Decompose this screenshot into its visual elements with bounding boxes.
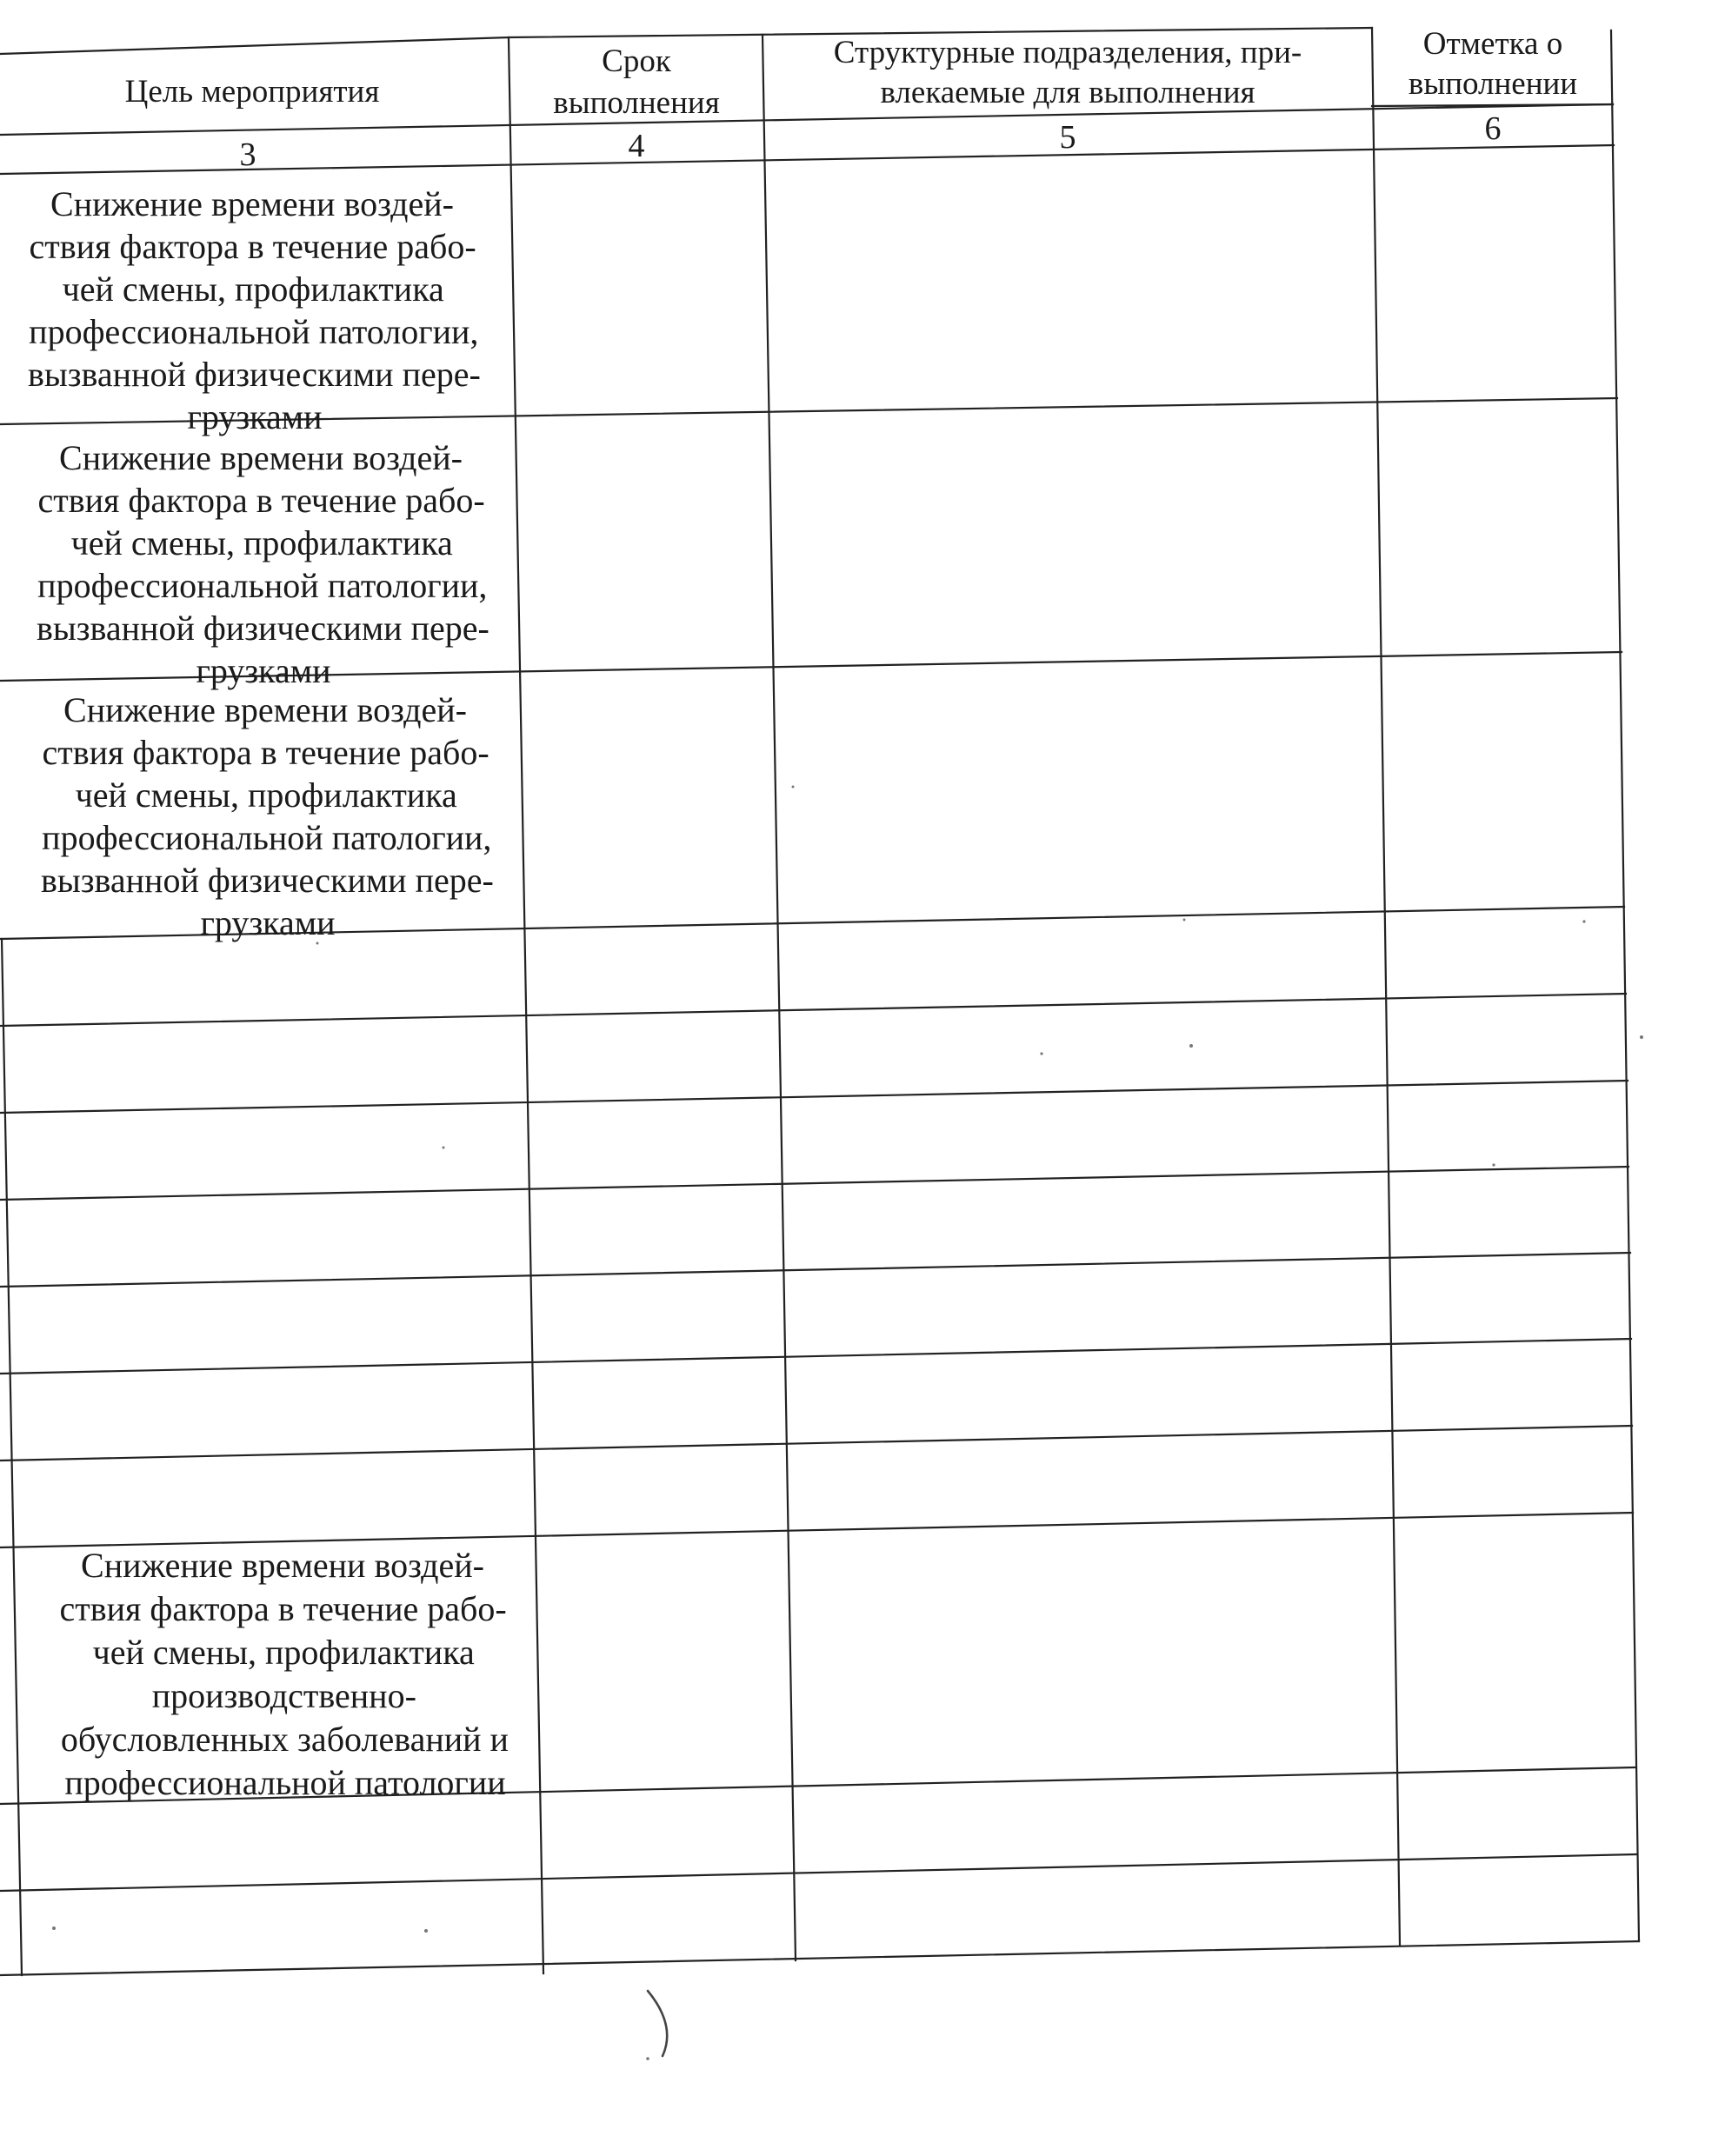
table-header <box>125 26 1577 121</box>
header-units-line2: влекаемые для выполнения <box>880 75 1255 110</box>
column-rule <box>763 35 796 1960</box>
goal-text-line: обусловленных заболеваний и <box>60 1720 509 1759</box>
table-row <box>41 690 494 942</box>
header-deadline-line1: Срок <box>602 43 671 79</box>
header-units-line1: Структурные подразделения, при- <box>833 35 1302 70</box>
goal-text-line: чей смены, профилактика <box>75 775 457 815</box>
row-rule <box>0 994 1626 1026</box>
column-number: 4 <box>628 128 645 164</box>
goal-text-line: грузками <box>196 651 331 690</box>
goal-text-line: грузками <box>200 903 336 942</box>
table-row <box>59 1546 508 1802</box>
page-mark <box>648 1991 667 2056</box>
goal-text-line: профессиональной патологии, <box>42 818 492 857</box>
goal-text-line: вызванной физическими пере- <box>27 355 481 394</box>
goal-text-line: чей смены, профилактика <box>70 523 453 562</box>
table-row <box>37 438 490 690</box>
row-rule <box>0 1513 1633 1547</box>
goal-text-line: грузками <box>187 397 323 436</box>
goal-text-line: Снижение времени воздей- <box>59 438 463 477</box>
column-number: 3 <box>239 136 256 173</box>
goal-text-line: профессиональной патологии, <box>29 312 479 351</box>
goal-text-line: Снижение времени воздей- <box>50 184 454 223</box>
column-rule <box>509 39 543 1973</box>
column-rule <box>1372 28 1400 1946</box>
row-rule <box>0 1081 1628 1113</box>
goal-text-line: ствия фактора в течение рабо- <box>59 1589 507 1628</box>
row-rule <box>0 1426 1632 1461</box>
goal-text-line: профессиональной патологии <box>64 1763 506 1802</box>
header-deadline-line2: выполнения <box>553 85 720 121</box>
goal-text-line: ствия фактора в течение рабо- <box>42 733 490 772</box>
left-edge-rule <box>2 939 22 1975</box>
row-rule <box>0 1167 1628 1200</box>
row-rule <box>0 1253 1630 1287</box>
goal-text-line: чей смены, профилактика <box>62 270 444 309</box>
table-bottom-rule <box>0 1941 1639 1975</box>
table-body <box>28 184 509 1802</box>
header-goal: Цель мероприятия <box>124 74 380 110</box>
goal-text-line: профессиональной патологии, <box>37 566 488 605</box>
row-rule <box>0 1854 1636 1891</box>
column-number: 5 <box>1059 119 1076 156</box>
goal-text-line: ствия фактора в течение рабо- <box>37 481 485 520</box>
header-mark-line2: выполнении <box>1408 66 1578 102</box>
goal-text-line: чей смены, профилактика <box>92 1633 475 1672</box>
header-top-rule <box>0 37 509 54</box>
goal-text-line: Снижение времени воздей- <box>81 1546 484 1585</box>
table-row <box>28 184 481 436</box>
goal-text-line: вызванной физическими пере- <box>36 609 490 648</box>
goal-text-line: Снижение времени воздей- <box>63 690 467 729</box>
row-rule <box>0 1339 1631 1374</box>
header-mark-line1: Отметка о <box>1422 26 1563 62</box>
goal-text-line: ствия фактора в течение рабо- <box>29 227 476 266</box>
goal-text-line: вызванной физическими пере- <box>40 861 494 900</box>
column-number-row <box>240 110 1502 173</box>
column-number: 6 <box>1484 110 1502 147</box>
column-rule <box>1611 30 1639 1941</box>
goal-text-line: производственно- <box>151 1676 416 1715</box>
scan-marks <box>52 786 1643 1933</box>
